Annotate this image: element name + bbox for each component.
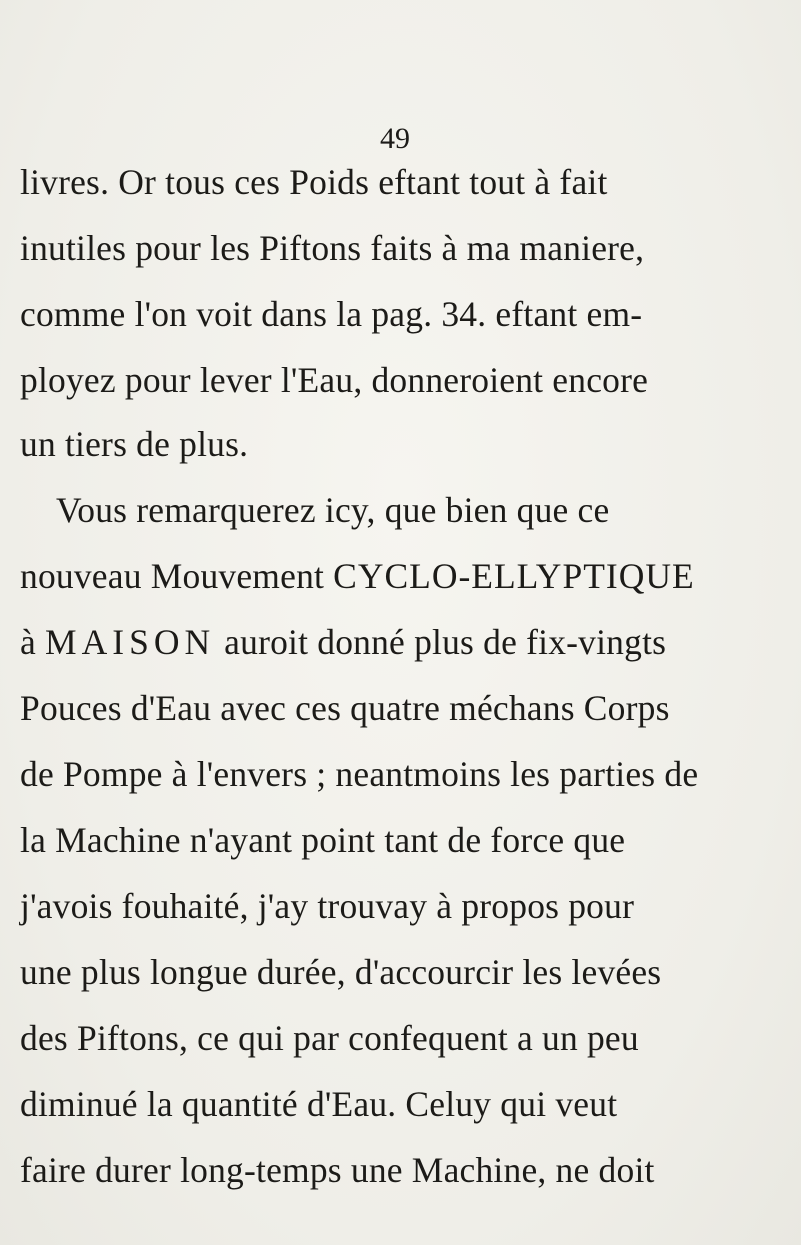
text-line-5: un tiers de plus. [20, 424, 249, 464]
text-line-1: livres. Or tous ces Poids eftant tout à fait [20, 162, 608, 202]
text-line-10: de Pompe à l'envers ; neantmoins les parties de [20, 754, 699, 794]
maison-word: MAISON [45, 622, 216, 662]
text-line-16: faire durer long-temps une Machine, ne doit [20, 1150, 655, 1190]
text-line-4: ployez pour lever l'Eau, donneroient encore [20, 360, 649, 400]
text-line-8-end: auroit donné plus de fix-vingts [224, 622, 667, 662]
text-line-11: la Machine n'ayant point tant de force que [20, 820, 626, 860]
text-line-7-start: nouveau Mouvement [20, 556, 325, 596]
text-line-15: diminué la quantité d'Eau. Celuy qui veut [20, 1084, 618, 1124]
text-line-6: Vous remarquerez icy, que bien que ce [56, 490, 610, 530]
text-line-2: inutiles pour les Piftons faits à ma maniere, [20, 228, 645, 268]
text-line-9: Pouces d'Eau avec ces quatre méchans Corps [20, 688, 670, 728]
text-line-12: j'avois fouhaité, j'ay trouvay à propos pour [20, 886, 635, 926]
text-line-7 [20, 554, 695, 598]
text-line-8 [20, 620, 666, 664]
page-number: 49 [380, 122, 410, 155]
text-line-8-start: à [20, 622, 36, 662]
text-line-14: des Piftons, ce qui par confequent a un peu [20, 1018, 639, 1058]
cyclo-ellyptique: CYCLO-ELLYPTIQUE [333, 556, 695, 596]
text-line-3: comme l'on voit dans la pag. 34. eftant em- [20, 294, 643, 334]
text-line-13: une plus longue durée, d'accourcir les levées [20, 952, 662, 992]
